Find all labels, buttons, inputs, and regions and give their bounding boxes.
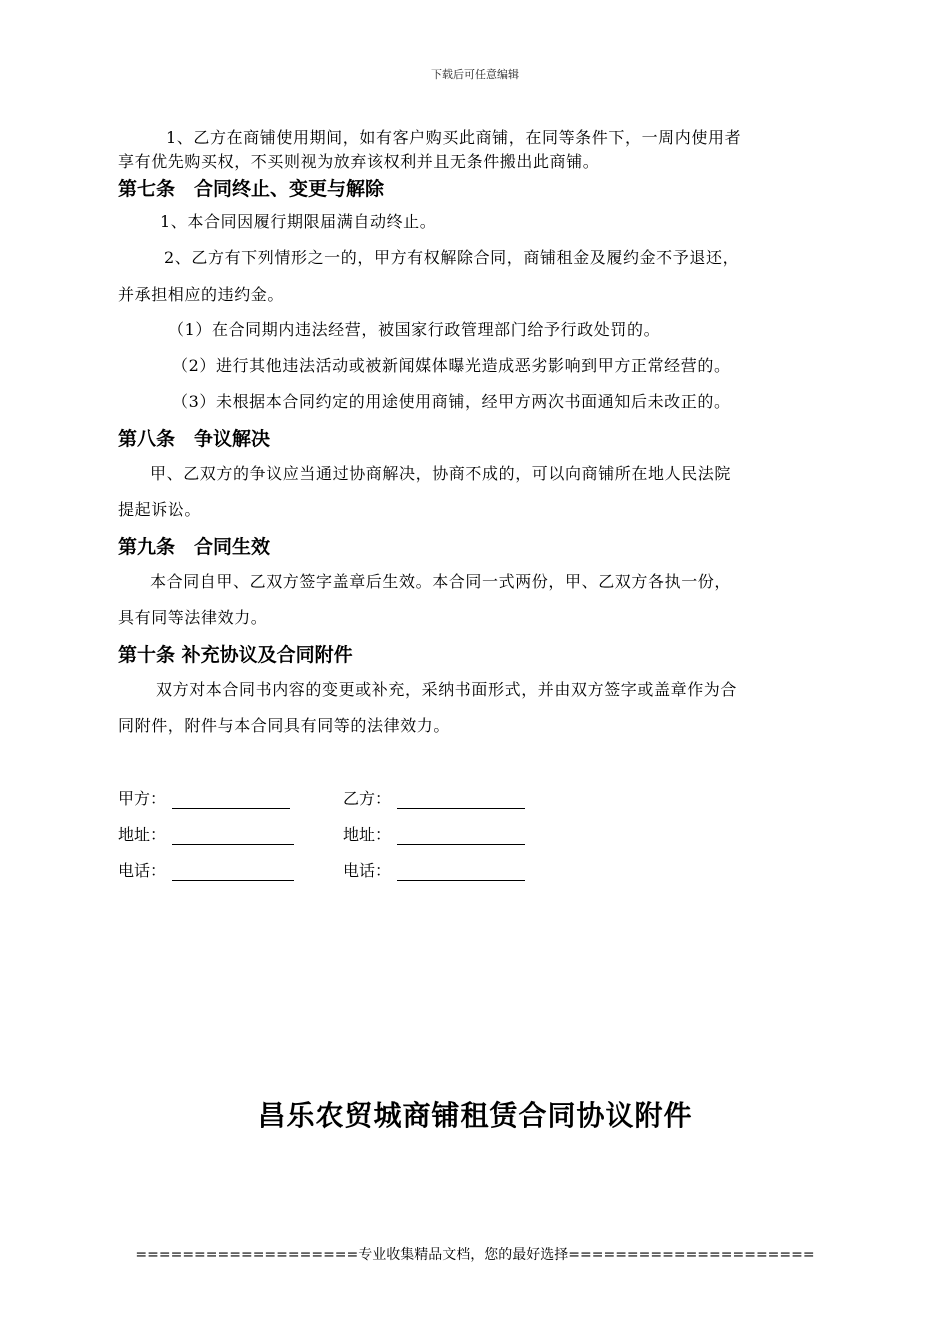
party-a-signature-field bbox=[118, 786, 290, 809]
clause-item: （3）未根据本合同约定的用途使用商铺，经甲方两次书面通知后未改正的。 bbox=[172, 392, 731, 411]
clause-text: 享有优先购买权，不买则视为放弃该权利并且无条件搬出此商铺。 bbox=[118, 152, 600, 171]
clause-text: 甲、乙双方的争议应当通过协商解决，协商不成的，可以向商铺所在地人民法院 bbox=[150, 464, 732, 483]
address-b-label: 地址： bbox=[343, 825, 392, 844]
party-a-label: 甲方： bbox=[118, 789, 167, 808]
signature-line bbox=[397, 790, 525, 809]
clause-text: 双方对本合同书内容的变更或补充，采纳书面形式，并由双方签字或盖章作为合 bbox=[156, 680, 738, 699]
page-footer: ===================专业收集精品文档，您的最好选择===================== bbox=[135, 1247, 815, 1263]
section-heading: 第九条 合同生效 bbox=[118, 536, 271, 558]
address-a-field bbox=[118, 822, 294, 845]
clause-item: （2）进行其他违法活动或被新闻媒体曝光造成恶劣影响到甲方正常经营的。 bbox=[172, 356, 731, 375]
clause-text: 1、本合同因履行期限届满自动终止。 bbox=[160, 212, 437, 231]
clause-item: （1）在合同期内违法经营，被国家行政管理部门给予行政处罚的。 bbox=[168, 320, 661, 339]
signature-line bbox=[397, 862, 525, 881]
section-heading: 第八条 争议解决 bbox=[118, 428, 271, 450]
phone-b-label: 电话： bbox=[343, 861, 392, 880]
phone-b-field bbox=[343, 858, 525, 881]
party-b-signature-field bbox=[343, 786, 525, 809]
clause-text: 并承担相应的违约金。 bbox=[118, 285, 285, 304]
clause-text: 2、乙方有下列情形之一的，甲方有权解除合同，商铺租金及履约金不予退还， bbox=[164, 248, 740, 267]
clause-text: 本合同自甲、乙双方签字盖章后生效。本合同一式两份，甲、乙双方各执一份， bbox=[150, 572, 732, 591]
signature-line bbox=[172, 826, 294, 845]
signature-line bbox=[397, 826, 525, 845]
signature-line bbox=[172, 790, 290, 809]
phone-a-field bbox=[118, 858, 294, 881]
page-header-note: 下载后可任意编辑 bbox=[431, 68, 519, 81]
section-heading: 第七条 合同终止、变更与解除 bbox=[118, 178, 385, 200]
address-b-field bbox=[343, 822, 525, 845]
address-a-label: 地址： bbox=[118, 825, 167, 844]
phone-a-label: 电话： bbox=[118, 861, 167, 880]
clause-text: 1、乙方在商铺使用期间，如有客户购买此商铺，在同等条件下，一周内使用者 bbox=[166, 128, 742, 147]
signature-line bbox=[172, 862, 294, 881]
clause-text: 同附件，附件与本合同具有同等的法律效力。 bbox=[118, 716, 451, 735]
clause-text: 提起诉讼。 bbox=[118, 500, 202, 519]
party-b-label: 乙方： bbox=[343, 789, 392, 808]
section-heading: 第十条 补充协议及合同附件 bbox=[118, 644, 353, 666]
annex-title: 昌乐农贸城商铺租赁合同协议附件 bbox=[257, 1099, 693, 1132]
clause-text: 具有同等法律效力。 bbox=[118, 608, 268, 627]
